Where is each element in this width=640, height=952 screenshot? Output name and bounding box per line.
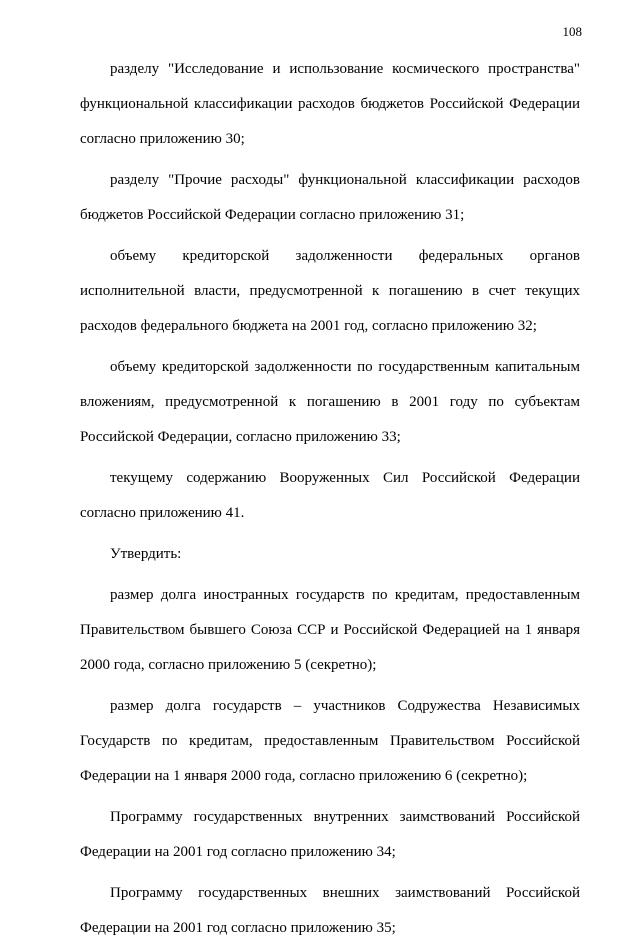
paragraph: [80, 52, 580, 157]
text-line: разделу "Прочие расходы" функциональной классификации расходов: [110, 172, 580, 188]
text-line: согласно приложению 41.: [80, 505, 245, 521]
text-line: Федерации на 2001 год согласно приложению 34;: [80, 844, 396, 860]
text-line: размер долга государств – участников Содружества Независимых: [110, 698, 580, 714]
paragraph: [80, 800, 580, 870]
paragraph: [80, 163, 580, 233]
text-line: исполнительной власти, предусмотренной к погашению в счет текущих: [80, 283, 580, 299]
text-line: 2000 года, согласно приложению 5 (секретно);: [80, 657, 377, 673]
paragraph: [80, 461, 580, 531]
text-line: расходов федерального бюджета на 2001 год, согласно приложению 32;: [80, 318, 537, 334]
text-line: текущему содержанию Вооруженных Сил Российской Федерации: [110, 470, 580, 486]
text-line: объему кредиторской задолженности федеральных органов: [110, 248, 580, 264]
text-line: бюджетов Российской Федерации согласно приложению 31;: [80, 207, 465, 223]
paragraph: [80, 689, 580, 794]
text-line: Российской Федерации, согласно приложению 33;: [80, 429, 401, 445]
text-line: Федерации на 1 января 2000 года, согласно приложению 6 (секретно);: [80, 768, 528, 784]
text-line: Государств по кредитам, предоставленным Правительством Российской: [80, 733, 580, 749]
text-line: Федерации на 2001 год согласно приложению 35;: [80, 920, 396, 936]
section-heading: Утвердить:: [110, 546, 182, 562]
text-line: Программу государственных внешних заимствований Российской: [110, 885, 580, 901]
text-line: размер долга иностранных государств по кредитам, предоставленным: [110, 587, 580, 603]
paragraph: [80, 578, 580, 683]
paragraph: [80, 537, 580, 572]
document-body: [80, 52, 580, 952]
text-line: разделу "Исследование и использование космического пространства": [110, 61, 580, 77]
text-line: функциональной классификации расходов бюджетов Российской Федерации: [80, 96, 580, 112]
text-line: вложениям, предусмотренной к погашению в 2001 году по субъектам: [80, 394, 580, 410]
paragraph: [80, 876, 580, 946]
page-number: 108: [562, 24, 582, 39]
text-line: объему кредиторской задолженности по государственным капитальным: [110, 359, 580, 375]
text-line: Программу государственных внутренних заимствований Российской: [110, 809, 580, 825]
text-line: согласно приложению 30;: [80, 131, 245, 147]
paragraph: [80, 239, 580, 344]
text-line: Правительством бывшего Союза ССР и Российской Федерацией на 1 января: [80, 622, 580, 638]
paragraph: [80, 350, 580, 455]
